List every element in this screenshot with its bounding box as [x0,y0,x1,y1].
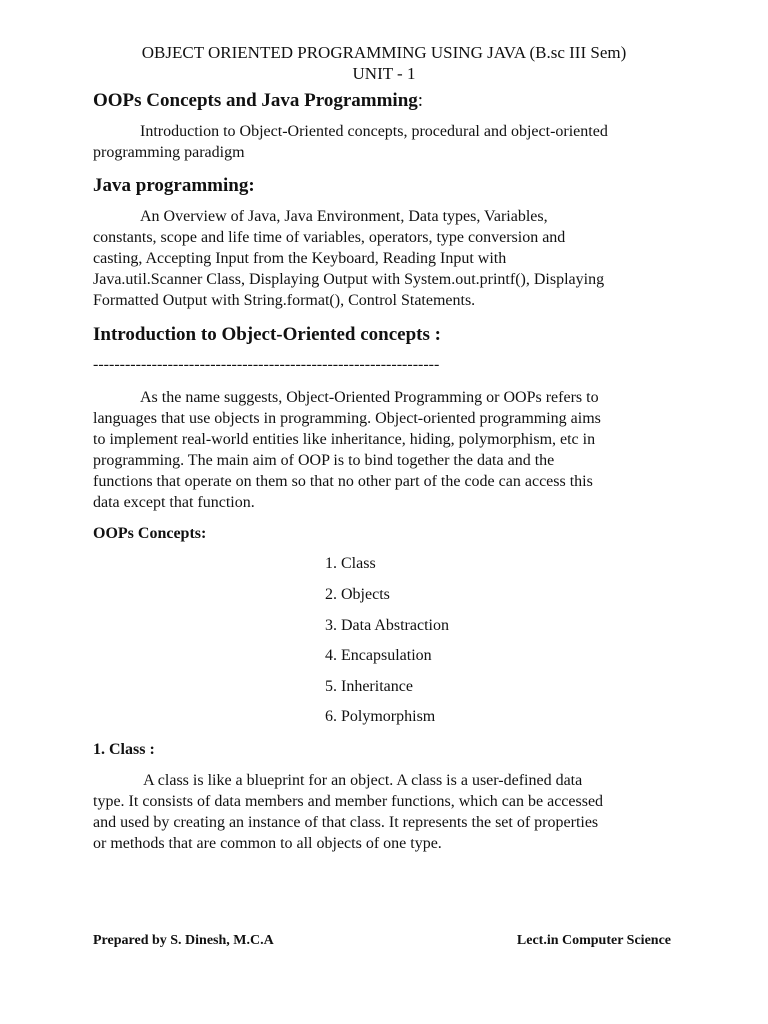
paragraph-line: As the name suggests, Object-Oriented Programming or OOPs refers to [140,389,599,406]
paragraph-line: Formatted Output with String.format(), Control Statements. [93,292,476,309]
list-item: 3. Data Abstraction [325,617,449,634]
paragraph-line: Java.util.Scanner Class, Displaying Output with System.out.printf(), Displaying [93,271,605,288]
list-item: 6. Polymorphism [325,708,436,725]
paragraph-line: A class is like a blueprint for an object. A class is a user-defined data [140,772,583,789]
section1-paragraph [93,121,608,163]
unit-label: UNIT - 1 [352,64,416,83]
paragraph-line: to implement real-world entities like inheritance, hiding, polymorphism, etc in [93,431,596,448]
paragraph-line: programming. The main aim of OOP is to bind together the data and the [93,452,555,469]
paragraph-line: constants, scope and life time of variables, operators, type conversion and [93,229,566,246]
paragraph-line: An Overview of Java, Java Environment, Data types, Variables, [140,208,548,225]
paragraph-line: functions that operate on them so that no other part of the code can access this [93,473,593,490]
paragraph-line: or methods that are common to all objects of one type. [93,835,442,852]
concepts-heading: OOPs Concepts: [93,525,207,542]
section3-paragraph [93,387,601,513]
document-title: OBJECT ORIENTED PROGRAMMING USING JAVA (B.sc III Sem) [141,43,627,62]
section-heading-java-programming: Java programming: [93,175,255,196]
paragraph-line: Introduction to Object-Oriented concepts, procedural and object-oriented [140,123,608,140]
paragraph-line: languages that use objects in programming. Object-oriented programming aims [93,410,601,427]
section-heading-text: OOPs Concepts and Java Programming [93,90,418,111]
section-heading-oops-java [93,90,423,112]
paragraph-line: casting, Accepting Input from the Keyboard, Reading Input with [93,250,507,267]
paragraph-line: data except that function. [93,494,255,511]
list-item: 2. Objects [325,586,390,603]
class-paragraph [93,770,603,854]
paragraph-line: type. It consists of data members and member functions, which can be accessed [93,793,604,810]
footer-department: Lect.in Computer Science [516,933,671,948]
section2-paragraph [93,206,604,311]
paragraph-line: and used by creating an instance of that class. It represents the set of properties [93,814,599,831]
list-item: 5. Inheritance [325,678,413,695]
class-heading: 1. Class : [93,741,155,758]
section-divider: ----------------------------------------------------------------- [93,356,440,373]
list-item: 4. Encapsulation [325,647,432,664]
section-heading-colon: : [417,90,424,111]
paragraph-line: programming paradigm [93,144,245,161]
section-heading-intro-oo: Introduction to Object-Oriented concepts : [93,324,441,345]
footer-author: Prepared by S. Dinesh, M.C.A [93,933,274,948]
list-item: 1. Class [325,555,376,572]
